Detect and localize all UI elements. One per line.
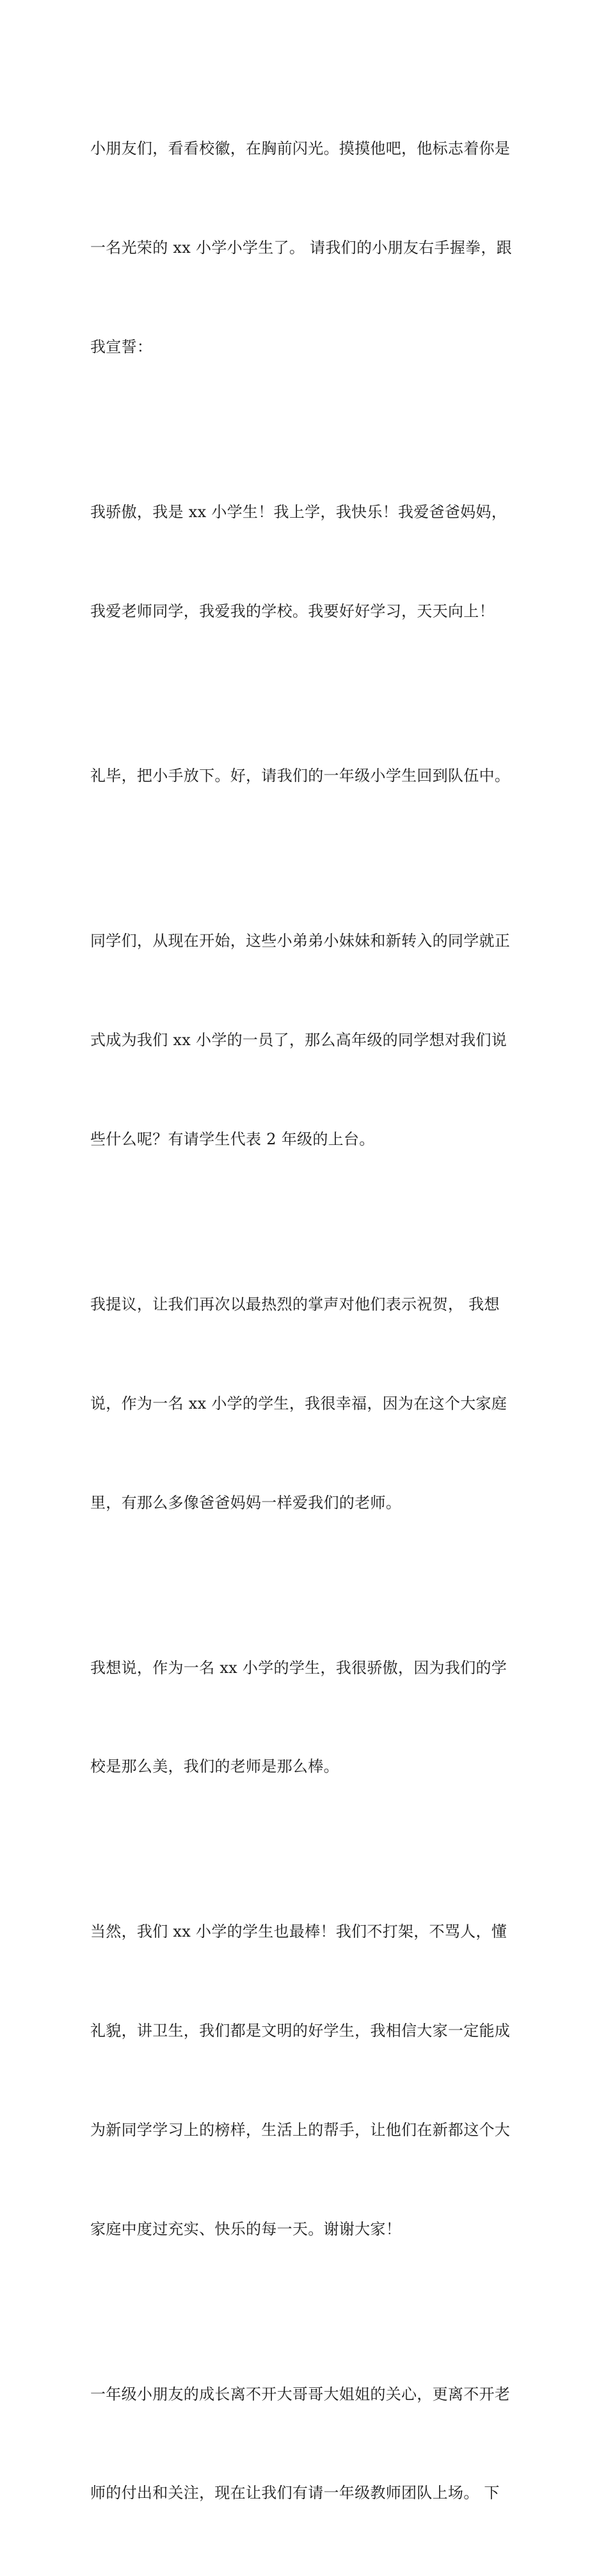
paragraph-return-to-line [90,694,525,859]
text-line: 我宣誓： [90,337,153,356]
text-line: 一年级小朋友的成长离不开大哥哥大姐姐的关心，更离不开老 [90,2385,511,2403]
text-line: 同学们，从现在开始，这些小弟弟小妹妹和新转入的同学就正 [90,932,511,950]
paragraph-student-representative [90,859,525,1222]
paragraph-applause [90,1222,525,1586]
text-line: 些什么呢？有请学生代表 2 年级的上台。 [90,1130,375,1148]
text-line: 小朋友们，看看校徽，在胸前闪光。摸摸他吧，他标志着你是 [90,140,511,158]
text-line: 当然，我们 xx 小学的学生也最棒！我们不打架，不骂人，懂 [90,1923,508,1941]
text-line: 家庭中度过充实、快乐的每一天。谢谢大家！ [90,2220,401,2238]
text-line: 校是那么美，我们的老师是那么棒。 [90,1757,339,1776]
text-line: 一名光荣的 xx 小学小学生了。 请我们的小朋友右手握拳，跟 [90,238,512,257]
text-line: 礼毕，把小手放下。好，请我们的一年级小学生回到队伍中。 [90,767,511,785]
paragraph-teachers [90,2312,525,2576]
paragraph-school-badge [90,67,525,430]
text-line: 式成为我们 xx 小学的一员了，那么高年级的同学想对我们说 [90,1031,508,1050]
paragraph-oath [90,430,525,694]
text-line: 为新同学学习上的榜样，生活上的帮手，让他们在新都这个大 [90,2120,511,2139]
text-line: 说，作为一名 xx 小学的学生，我很幸福，因为在这个大家庭 [90,1394,508,1412]
paragraph-proud [90,1585,525,1850]
text-line: 师的付出和关注，现在让我们有请一年级教师团队上场。 下 [90,2484,500,2502]
text-line: 我想说，作为一名 xx 小学的学生，我很骄傲，因为我们的学 [90,1658,508,1677]
text-line: 里，有那么多像爸爸妈妈一样爱我们的老师。 [90,1493,401,1512]
text-line: 我骄傲，我是 xx 小学生！我上学，我快乐！我爱爸爸妈妈， [90,502,508,521]
text-line: 我爱老师同学，我爱我的学校。我要好好学习，天天向上！ [90,602,495,620]
paragraph-best-students [90,1850,525,2312]
text-line: 我提议，让我们再次以最热烈的掌声对他们表示祝贺， 我想 [90,1295,500,1313]
document-body [90,67,525,2576]
text-line: 礼貌，讲卫生，我们都是文明的好学生，我相信大家一定能成 [90,2022,511,2040]
